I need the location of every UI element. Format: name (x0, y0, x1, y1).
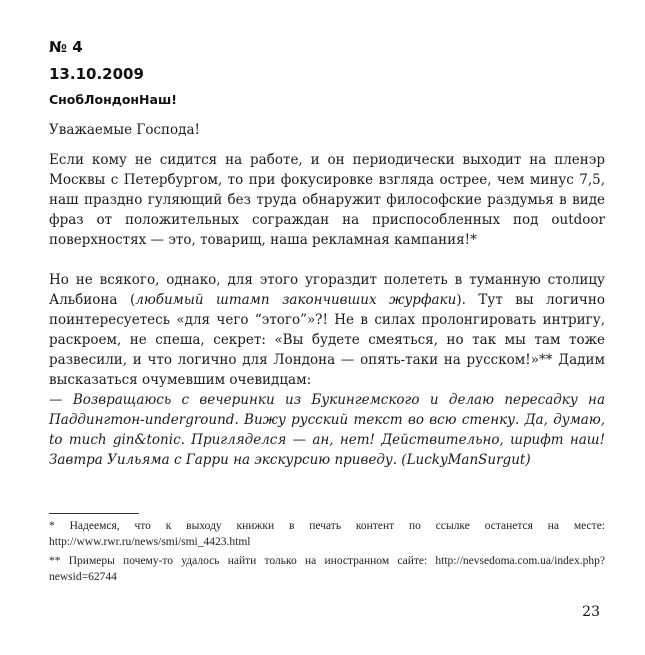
issue-date: 13.10.2009 (49, 65, 144, 83)
paragraph-2-start: Но не всякого, однако, для этого угораздит полететь в туманную столицу Альбиона ( (49, 272, 605, 308)
greeting-paragraph: Уважаемые Господа! (49, 122, 200, 138)
article-title: СнобЛондонНаш! (49, 92, 177, 107)
footnote-1: * Надеемся, что к выходу книжки в печать контент по ссылке останется на месте: http://www.rwr.ru/news/smi/smi_4423.html (49, 520, 605, 548)
page-number: 23 (582, 604, 600, 620)
paragraph-2-end: ). Тут вы логично поинтересуетесь «для чего “этого”»?! Не в силах пролонгировать интригу, раскроем, не спеша, секрет: «Вы будете смеяться, но так мы там тоже развесили, и что логично для Лондона — опять-таки на русском!»** Дадим высказаться очумевшим очевидцам: (49, 292, 605, 388)
body-paragraph-2 (49, 270, 605, 390)
footnote-2: ** Примеры почему-то удалось найти только на иностранном сайте: http://nevsedoma.com.ua/index.php?newsid=62744 (49, 555, 605, 583)
issue-number: № 4 (49, 38, 83, 56)
body-paragraph-1: Если кому не сидится на работе, и он периодически выходит на пленэр Москвы с Петербургом, то при фокусировке взгляда острее, чем минус 7,5, наш праздно гуляющий без труда обнаружит философские раздумья в виде фраз от положительных сограждан на приспособленных под outdoor поверхностях — это, товарищ, наша рекламная кампания!* (49, 152, 605, 248)
quote-paragraph: — Возвращаюсь с вечеринки из Букингемского и делаю пересадку на Паддингтон-underground. Вижу русский текст во всю стенку. Да, думаю, to much gin&tonic. Пригляделся — ан, нет! Действительно, шрифт наш! Завтра Уильяма с Гарри на экскурсию приведу. (LuckyManSurgut) (49, 392, 605, 468)
footnote-divider (49, 513, 139, 514)
paragraph-2-italic: любимый штамп закончивших журфаки (135, 292, 457, 308)
